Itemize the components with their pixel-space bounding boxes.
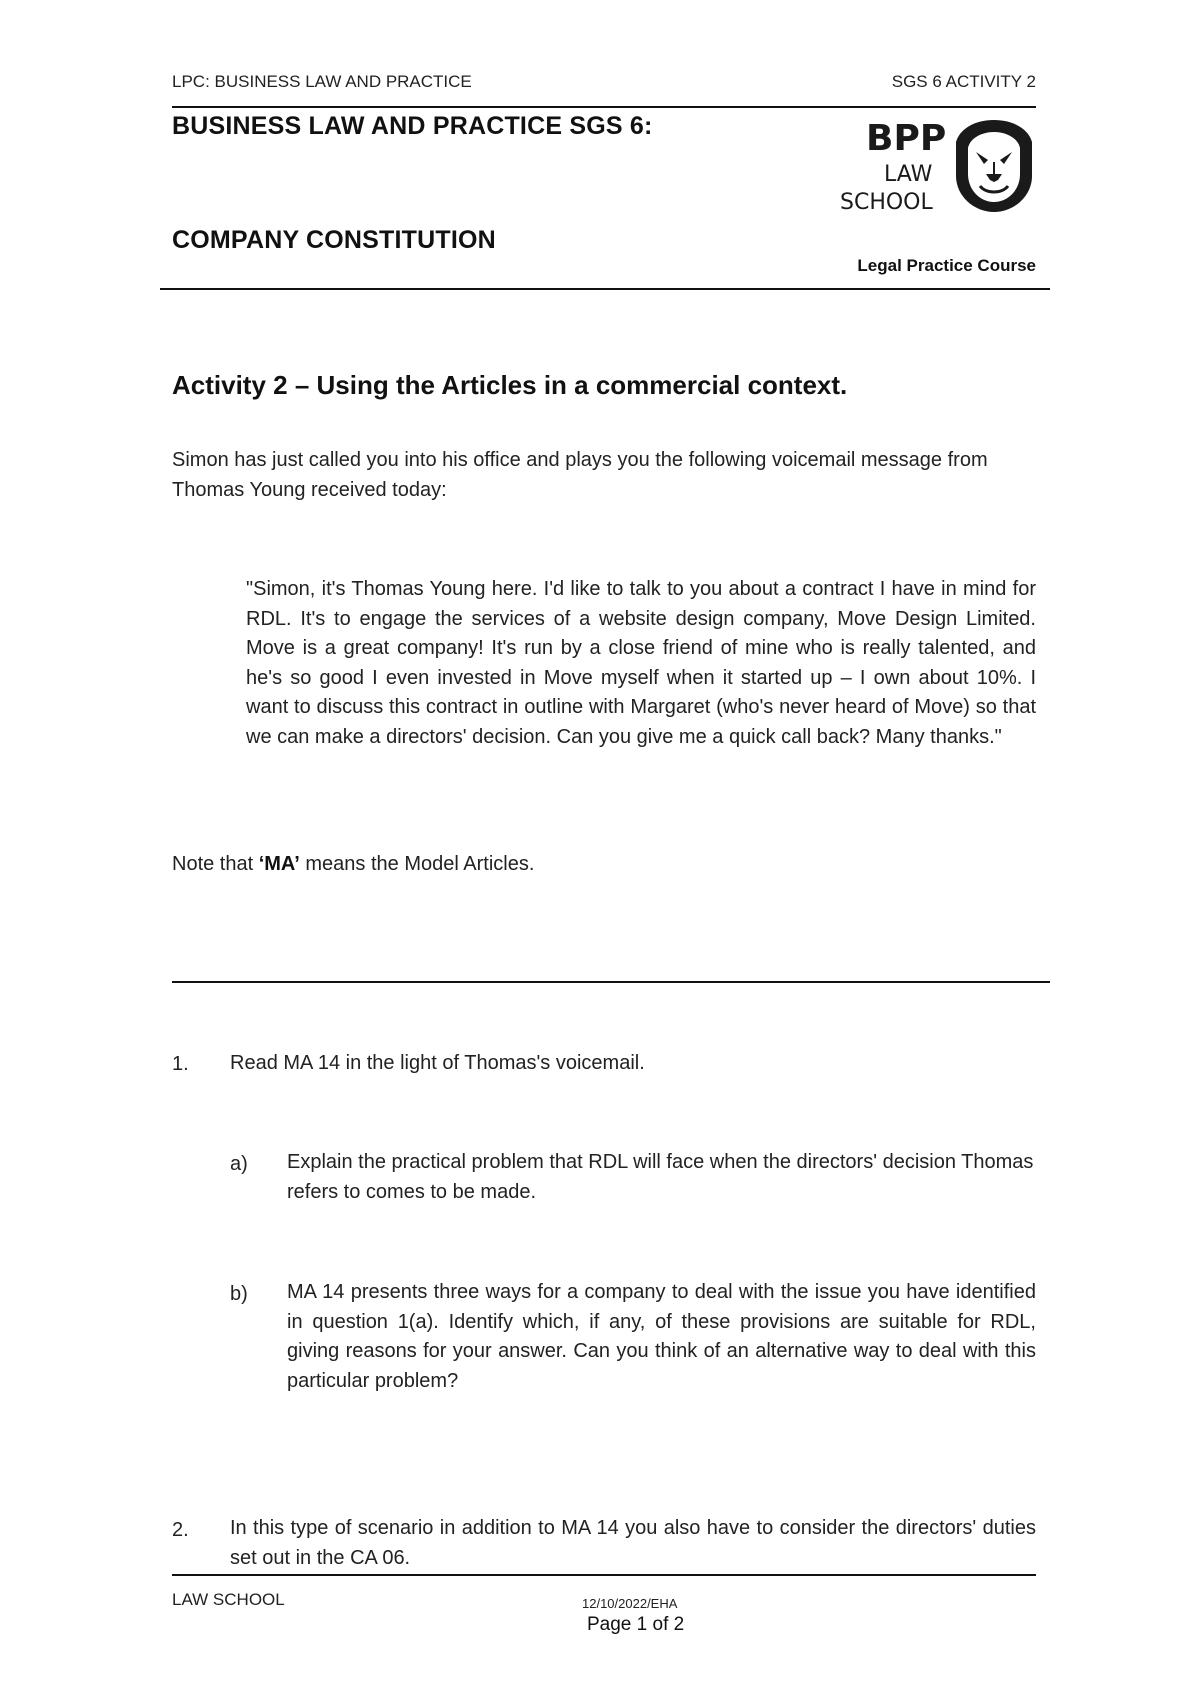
title-rule [160,288,1050,290]
footer-rule [172,1574,1036,1576]
header-left: LPC: BUSINESS LAW AND PRACTICE [172,72,472,91]
note-paragraph [172,850,534,880]
logo-brand: BPP [866,118,947,159]
voicemail-quote: "Simon, it's Thomas Young here. I'd like to talk to you about a contract I have in mind for RDL. It's to engage the services of a website design company, Move Design Limited. Move is a great company! It's run by a close friend of mine who is really talented, and he's so good I even invested in Move myself when it started up – I own about 10%. I want to discuss this contract in outline with Margaret (who's never heard of Move) so that we can make a directors' decision. Can you give me a quick call back? Many thanks." [246,578,1036,748]
lion-head-icon [954,118,1034,214]
question-1-number: 1. [172,1053,189,1075]
note-bold: ‘MA’ [258,853,300,875]
course-label: Legal Practice Course [857,256,1036,275]
bpp-logo [836,118,1036,218]
note-prefix: Note that [172,853,259,875]
question-1a-text: Explain the practical problem that RDL will face when the directors' decision Thomas refers to comes to be made. [287,1151,1034,1203]
logo-line1: LAW [884,162,933,187]
header-right: SGS 6 ACTIVITY 2 [891,72,1036,91]
page-title-line2: COMPANY CONSTITUTION [172,226,496,254]
logo-line2: SCHOOL [840,190,933,215]
header-rule [172,106,1036,108]
question-1-text: Read MA 14 in the light of Thomas's voicemail. [230,1052,645,1074]
question-1a-label: a) [230,1153,248,1175]
question-1b-text: MA 14 presents three ways for a company to deal with the issue you have identified in question 1(a). Identify which, if any, of these provisions are suitable for RDL, giving reasons for your answer. Can you think of an alternative way to deal with this particular problem? [287,1281,1036,1392]
page-title-line1: BUSINESS LAW AND PRACTICE SGS 6: [172,112,653,140]
question-1b-label: b) [230,1283,248,1305]
question-2-text: In this type of scenario in addition to MA 14 you also have to consider the directors' duties set out in the CA 06. [230,1517,1036,1569]
section-divider [172,981,1050,983]
intro-paragraph: Simon has just called you into his office and plays you the following voicemail message from Thomas Young received today: [172,449,988,501]
footer-left: LAW SCHOOL [172,1590,285,1609]
note-suffix: means the Model Articles. [299,853,535,875]
footer-page: Page 1 of 2 [587,1614,685,1635]
question-2-number: 2. [172,1519,189,1541]
footer-ref: 12/10/2022/EHA [582,1596,678,1611]
activity-heading: Activity 2 – Using the Articles in a commercial context. [172,370,848,400]
